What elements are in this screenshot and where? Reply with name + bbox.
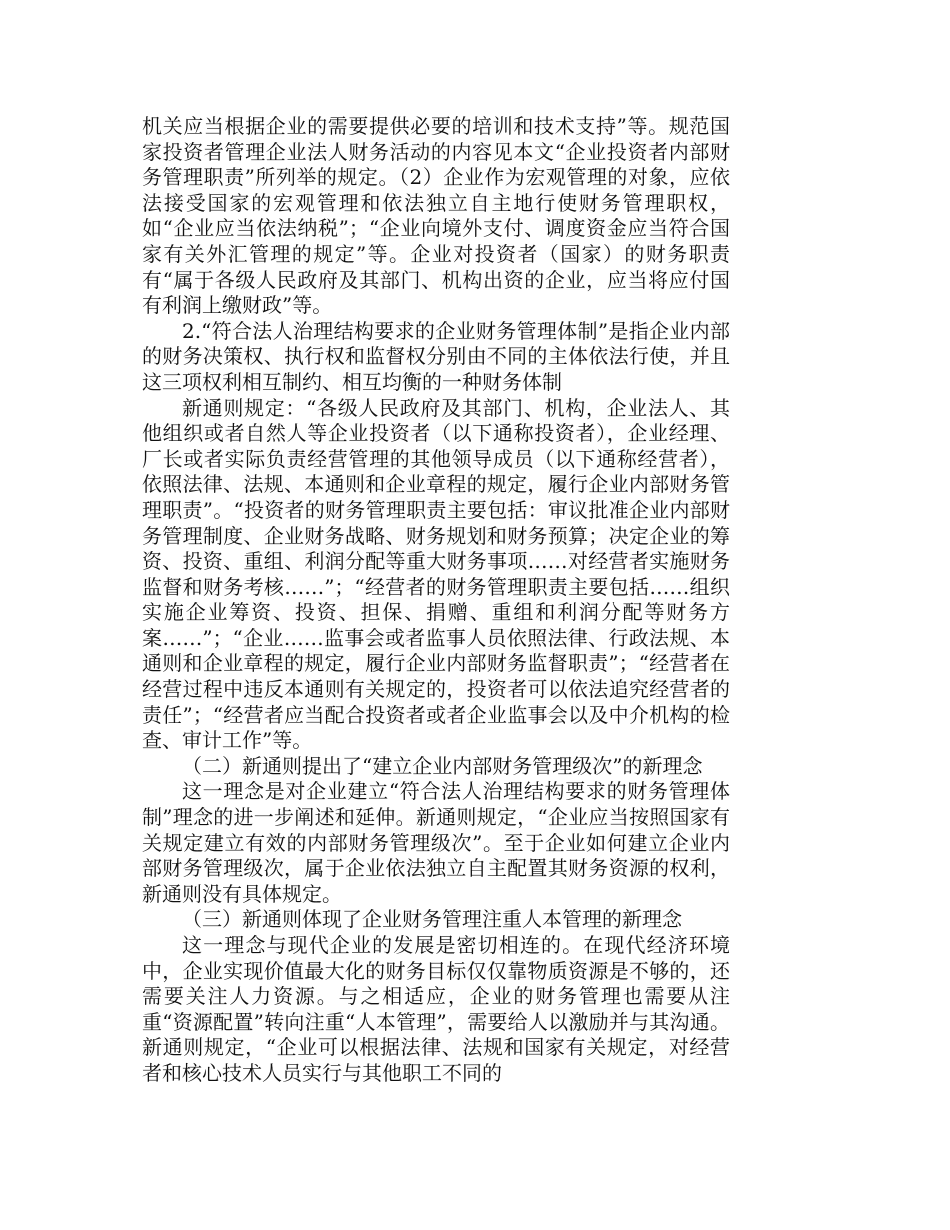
section-heading-2: （二）新通则提出了“建立企业内部财务管理级次”的新理念 <box>182 753 703 778</box>
document-body <box>142 114 730 1087</box>
section-heading-3: （三）新通则体现了企业财务管理注重人本管理的新理念 <box>182 907 682 932</box>
paragraph-2: 2.“符合法人治理结构要求的企业财务管理体制”是指企业内部的财务决策权、执行权和监督权分别由不同的主体依法行使，并且这三项权利相互制约、相互均衡的一种财务体制 <box>142 318 730 394</box>
paragraph-5: 这一理念与现代企业的发展是密切相连的。在现代经济环境中，企业实现价值最大化的财务目标仅仅靠物质资源是不够的，还需要关注人力资源。与之相适应，企业的财务管理也需要从注重“资源配置”转向注重“人本管理”，需要给人以激励并与其沟通。新通则规定，“企业可以根据法律、法规和国家有关规定，对经营者和核心技术人员实行与其他职工不同的 <box>142 933 730 1085</box>
paragraph-3: 新通则规定：“各级人民政府及其部门、机构，企业法人、其他组织或者自然人等企业投资者（以下通称投资者），企业经理、厂长或者实际负责经营管理的其他领导成员（以下通称经营者），依照法律、法规、本通则和企业章程的规定，履行企业内部财务管理职责”。“投资者的财务管理职责主要包括：审议批准企业内部财务管理制度、企业财务战略、财务规划和财务预算；决定企业的筹资、投资、重组、利润分配等重大财务事项……对经营者实施财务监督和财务考核……”；“经营者的财务管理职责主要包括……组织实施企业筹资、投资、担保、捐赠、重组和利润分配等财务方案……”；“企业……监事会或者监事人员依照法律、行政法规、本通则和企业章程的规定，履行企业内部财务监督职责”；“经营者在经营过程中违反本通则有关规定的，投资者可以依法追究经营者的责任”；“经营者应当配合投资者或者企业监事会以及中介机构的检查、审计工作”等。 <box>142 395 730 753</box>
paragraph-4: 这一理念是对企业建立“符合法人治理结构要求的财务管理体制”理念的进一步阐述和延伸。新通则规定，“企业应当按照国家有关规定建立有效的内部财务管理级次”。至于企业如何建立企业内部财务管理级次，属于企业依法独立自主配置其财务资源的权利，新通则没有具体规定。 <box>142 779 730 906</box>
paragraph-1: 机关应当根据企业的需要提供必要的培训和技术支持”等。规范国家投资者管理企业法人财务活动的内容见本文“企业投资者内部财务管理职责”所列举的规定。（2）企业作为宏观管理的对象，应依法接受国家的宏观管理和依法独立自主地行使财务管理职权，如“企业应当依法纳税”；“企业向境外支付、调度资金应当符合国家有关外汇管理的规定”等。企业对投资者（国家）的财务职责有“属于各级人民政府及其部门、机构出资的企业，应当将应付国有利润上缴财政”等。 <box>142 114 730 318</box>
